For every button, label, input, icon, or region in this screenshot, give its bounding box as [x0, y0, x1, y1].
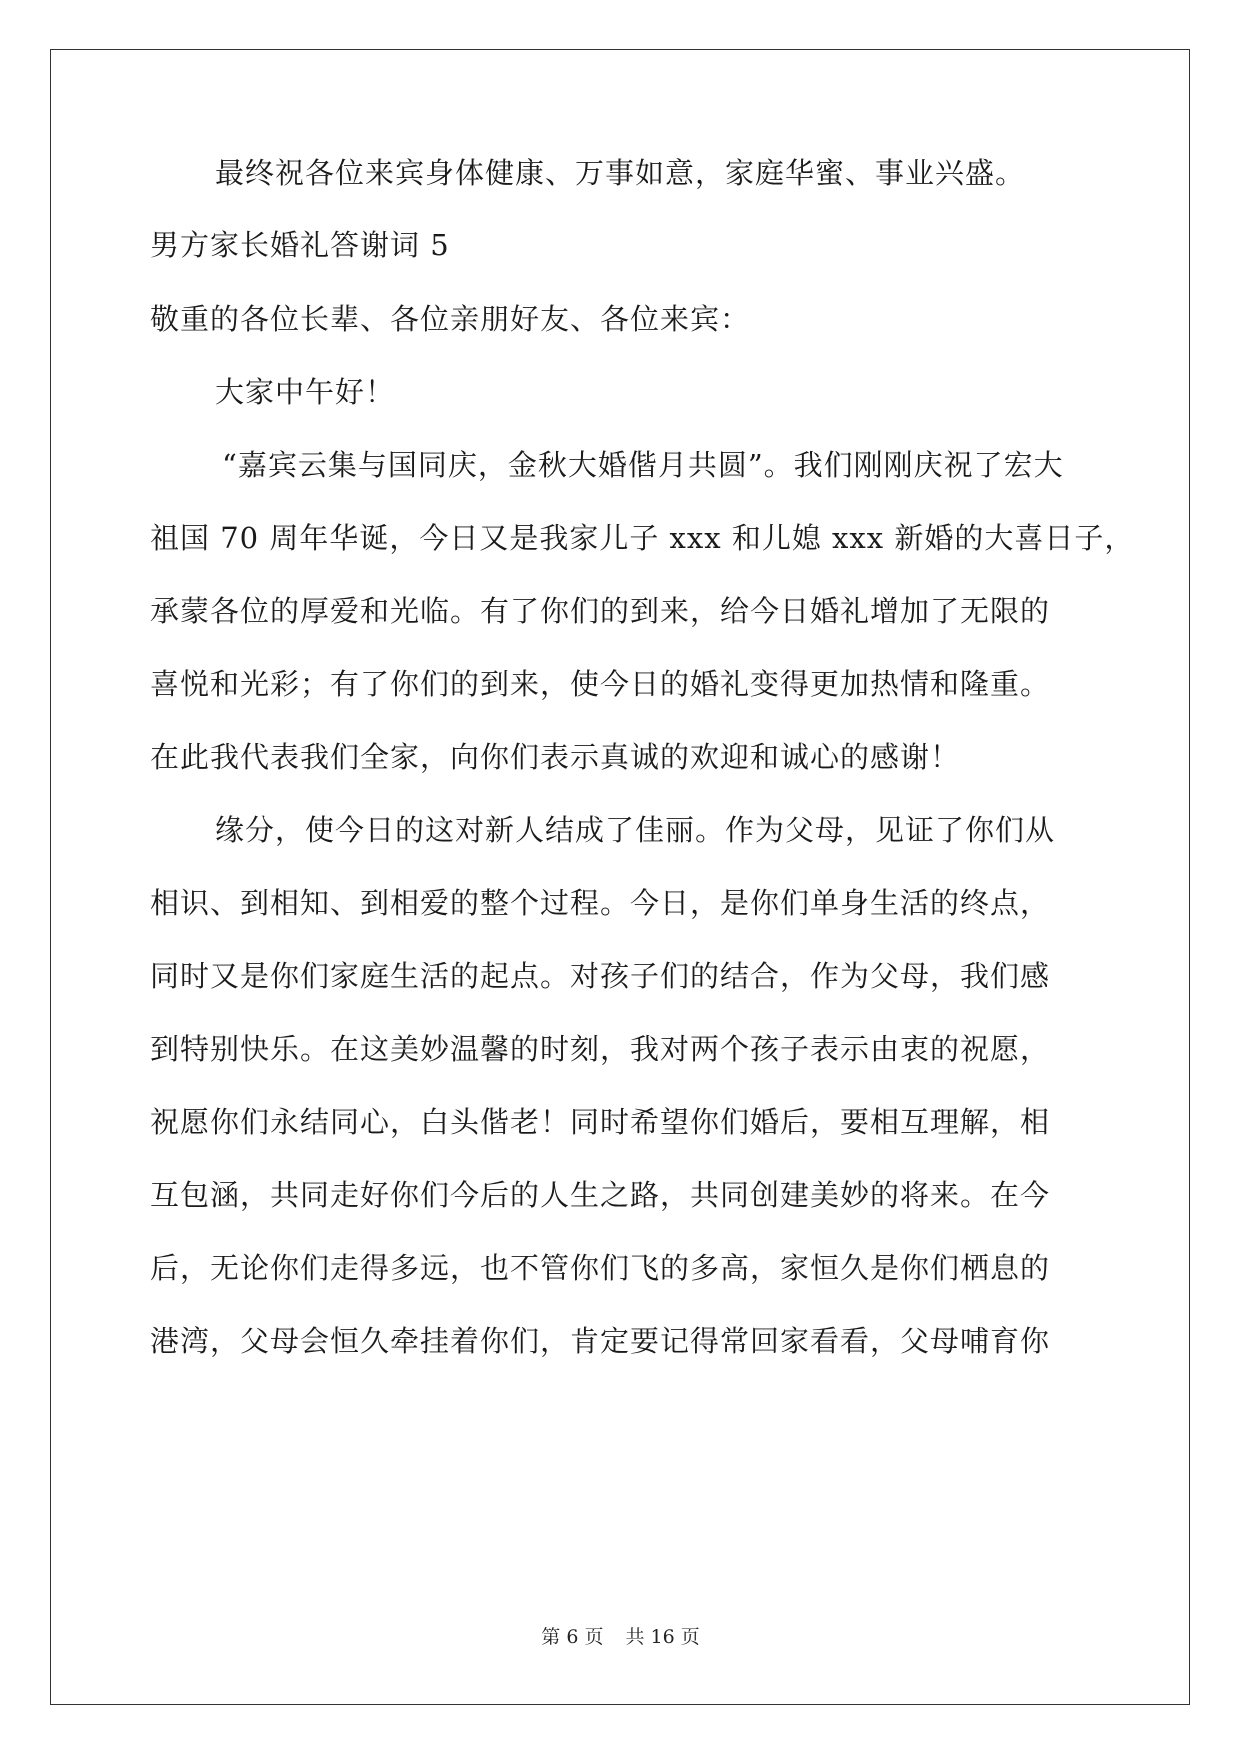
paragraph-line: 到特别快乐。在这美妙温馨的时刻，我对两个孩子表示由衷的祝愿， [150, 1032, 1051, 1066]
paragraph-line: 相识、到相知、到相爱的整个过程。今日，是你们单身生活的终点， [150, 886, 1051, 920]
paragraph-line: 祝愿你们永结同心，白头偕老！同时希望你们婚后，要相互理解，相 [150, 1105, 1051, 1139]
paragraph-line: 后，无论你们走得多远，也不管你们飞的多高，家恒久是你们栖息的 [150, 1251, 1051, 1285]
section-heading: 男方家长婚礼答谢词 5 [150, 228, 450, 262]
page-number: 第 6 页 [541, 1626, 604, 1648]
paragraph-line: 喜悦和光彩；有了你们的到来，使今日的婚礼变得更加热情和隆重。 [150, 667, 1051, 701]
paragraph-line: “嘉宾云集与国同庆，金秋大婚偕月共圆”。我们刚刚庆祝了宏大 [222, 448, 1064, 482]
closing-blessing-line: 最终祝各位来宾身体健康、万事如意，家庭华蜜、事业兴盛。 [215, 156, 1026, 190]
greeting: 大家中午好！ [215, 375, 396, 409]
paragraph-line: 承蒙各位的厚爱和光临。有了你们的到来，给今日婚礼增加了无限的 [150, 594, 1051, 628]
page-border [50, 49, 1190, 1705]
paragraph-line: 同时又是你们家庭生活的起点。对孩子们的结合，作为父母，我们感 [150, 959, 1051, 993]
total-pages: 共 16 页 [625, 1626, 700, 1648]
salutation: 敬重的各位长辈、各位亲朋好友、各位来宾： [150, 302, 751, 336]
page-footer [0, 1625, 1241, 1649]
paragraph-line: 祖国 70 周年华诞，今日又是我家儿子 xxx 和儿媳 xxx 新婚的大喜日子， [150, 521, 1135, 555]
paragraph-line: 港湾，父母会恒久牵挂着你们，肯定要记得常回家看看，父母哺育你 [150, 1324, 1051, 1358]
paragraph-line: 在此我代表我们全家，向你们表示真诚的欢迎和诚心的感谢！ [150, 740, 961, 774]
paragraph-line: 缘分，使今日的这对新人结成了佳丽。作为父母，见证了你们从 [215, 813, 1056, 847]
paragraph-line: 互包涵，共同走好你们今后的人生之路，共同创建美妙的将来。在今 [150, 1178, 1051, 1212]
